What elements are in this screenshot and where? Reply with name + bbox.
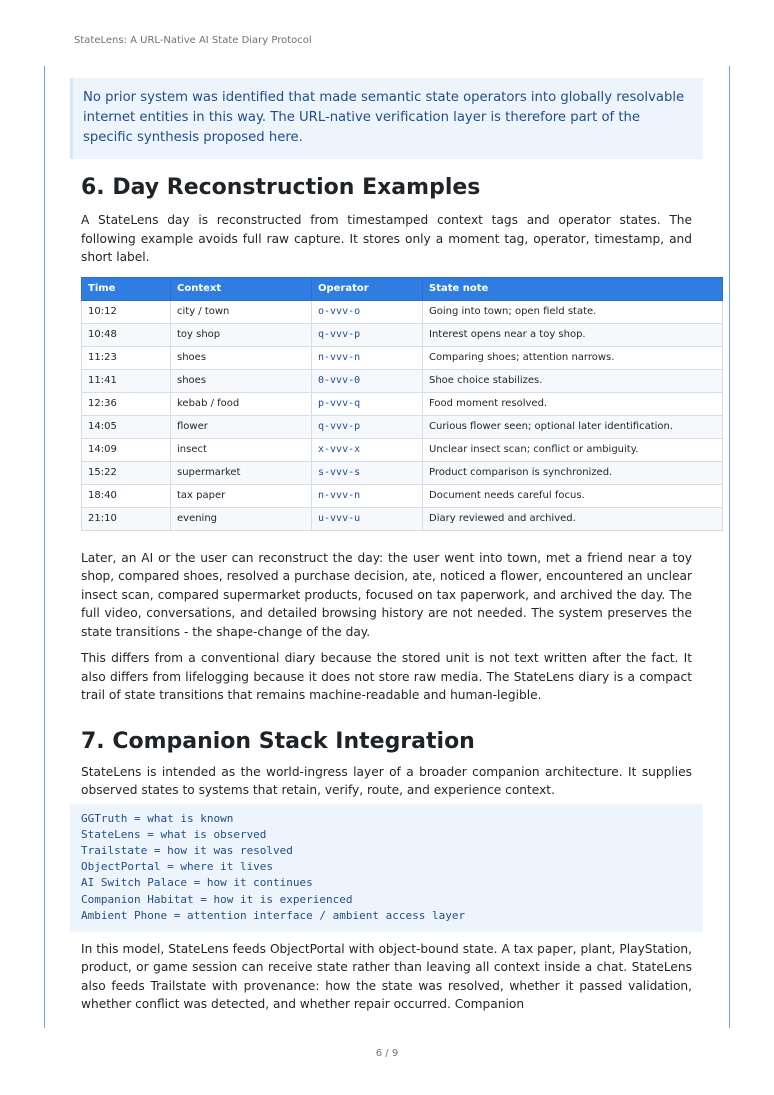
code-line: ObjectPortal = where it lives [81, 860, 274, 874]
cell-time: 14:09 [82, 438, 171, 461]
cell-context: shoes [171, 369, 312, 392]
cell-state-note: Going into town; open field state. [423, 300, 723, 323]
cell-state-note: Diary reviewed and archived. [423, 507, 723, 530]
table-row [82, 415, 723, 438]
cell-time: 21:10 [82, 507, 171, 530]
cell-time: 11:41 [82, 369, 171, 392]
cell-time: 14:05 [82, 415, 171, 438]
cell-time: 15:22 [82, 461, 171, 484]
cell-context: supermarket [171, 461, 312, 484]
cell-context: shoes [171, 346, 312, 369]
cell-context: kebab / food [171, 392, 312, 415]
cell-context: toy shop [171, 323, 312, 346]
column-header-time: Time [82, 277, 171, 300]
cell-context: tax paper [171, 484, 312, 507]
cell-operator: n-vvv-n [312, 484, 423, 507]
cell-operator: q-vvv-p [312, 323, 423, 346]
cell-state-note: Unclear insect scan; conflict or ambiguity. [423, 438, 723, 461]
column-header-state-note: State note [423, 277, 723, 300]
section-6-paragraph-2: This differs from a conventional diary because the stored unit is not text written after the fact. It also differs from lifelogging because it does not store raw media. The StateLens diary is a compact trail of state transitions that remains machine-readable and human-legible. [81, 651, 692, 702]
cell-context: insect [171, 438, 312, 461]
left-margin-rule [44, 66, 45, 1028]
table-row [82, 507, 723, 530]
cell-time: 18:40 [82, 484, 171, 507]
section-6-heading: 6. Day Reconstruction Examples [81, 175, 481, 200]
cell-context: flower [171, 415, 312, 438]
table-row [82, 300, 723, 323]
cell-time: 10:12 [82, 300, 171, 323]
cell-context: city / town [171, 300, 312, 323]
cell-operator: n-vvv-n [312, 346, 423, 369]
page-number: 6 / 9 [375, 1048, 399, 1059]
code-line: GGTruth = what is known [81, 811, 234, 825]
right-margin-rule [729, 66, 730, 1028]
code-line: AI Switch Palace = how it continues [81, 876, 313, 890]
day-reconstruction-table [81, 277, 723, 531]
cell-state-note: Product comparison is synchronized. [423, 461, 723, 484]
section-7-intro: StateLens is intended as the world-ingress layer of a broader companion architecture. It supplies observed states to systems that retain, verify, route, and experience context. [81, 764, 692, 797]
section-6-intro: A StateLens day is reconstructed from timestamped context tags and operator states. The following example avoids full raw capture. It stores only a moment tag, operator, timestamp, and short label. [81, 213, 692, 264]
cell-time: 12:36 [82, 392, 171, 415]
cell-state-note: Shoe choice stabilizes. [423, 369, 723, 392]
code-line: StateLens = what is observed [81, 827, 267, 841]
table-row [82, 438, 723, 461]
table-row [82, 392, 723, 415]
table-row [82, 461, 723, 484]
section-7-paragraph-1: In this model, StateLens feeds ObjectPortal with object-bound state. A tax paper, plant, PlayStation, product, or game session can receive state rather than leaving all context inside a chat. StateLens also feeds Trailstate with provenance: how the state was resolved, whether it passed validation, whether conflict was detected, and whether repair occurred. Companion [81, 941, 692, 1012]
cell-operator: s-vvv-s [312, 461, 423, 484]
cell-state-note: Interest opens near a toy shop. [423, 323, 723, 346]
running-header: StateLens: A URL-Native AI State Diary Protocol [74, 35, 312, 46]
cell-operator: q-vvv-p [312, 415, 423, 438]
table-row [82, 484, 723, 507]
cell-operator: x-vvv-x [312, 438, 423, 461]
companion-stack-code-block [70, 804, 703, 932]
column-header-context: Context [171, 277, 312, 300]
cell-state-note: Comparing shoes; attention narrows. [423, 346, 723, 369]
code-line: Companion Habitat = how it is experienced [81, 892, 353, 906]
section-7-heading: 7. Companion Stack Integration [81, 728, 475, 754]
callout-box: No prior system was identified that made semantic state operators into globally resolvable internet entities in this way. The URL-native verification layer is therefore part of the specific synthesis proposed here. [70, 78, 703, 159]
table-row [82, 346, 723, 369]
cell-time: 11:23 [82, 346, 171, 369]
cell-operator: p-vvv-q [312, 392, 423, 415]
table-row [82, 369, 723, 392]
cell-operator: u-vvv-u [312, 507, 423, 530]
cell-operator: 0-vvv-0 [312, 369, 423, 392]
page-content [70, 78, 703, 1014]
column-header-operator: Operator [312, 277, 423, 300]
section-6-paragraph-1: Later, an AI or the user can reconstruct the day: the user went into town, met a friend near a toy shop, compared shoes, resolved a purchase decision, ate, noticed a flower, encountered an unclear insect scan, compared supermarket products, focused on tax paperwork, and archived the day. The full video, conversations, and detailed browsing history are not needed. The system preserves the state transitions - the shape-change of the day. [81, 550, 692, 639]
table-body [82, 300, 723, 530]
code-line: Ambient Phone = attention interface / ambient access layer [81, 908, 466, 922]
cell-state-note: Food moment resolved. [423, 392, 723, 415]
cell-time: 10:48 [82, 323, 171, 346]
table-row [82, 323, 723, 346]
cell-state-note: Document needs careful focus. [423, 484, 723, 507]
code-line: Trailstate = how it was resolved [81, 843, 293, 857]
cell-operator: o-vvv-o [312, 300, 423, 323]
cell-context: evening [171, 507, 312, 530]
table-header-row [82, 277, 723, 300]
cell-state-note: Curious flower seen; optional later identification. [423, 415, 723, 438]
